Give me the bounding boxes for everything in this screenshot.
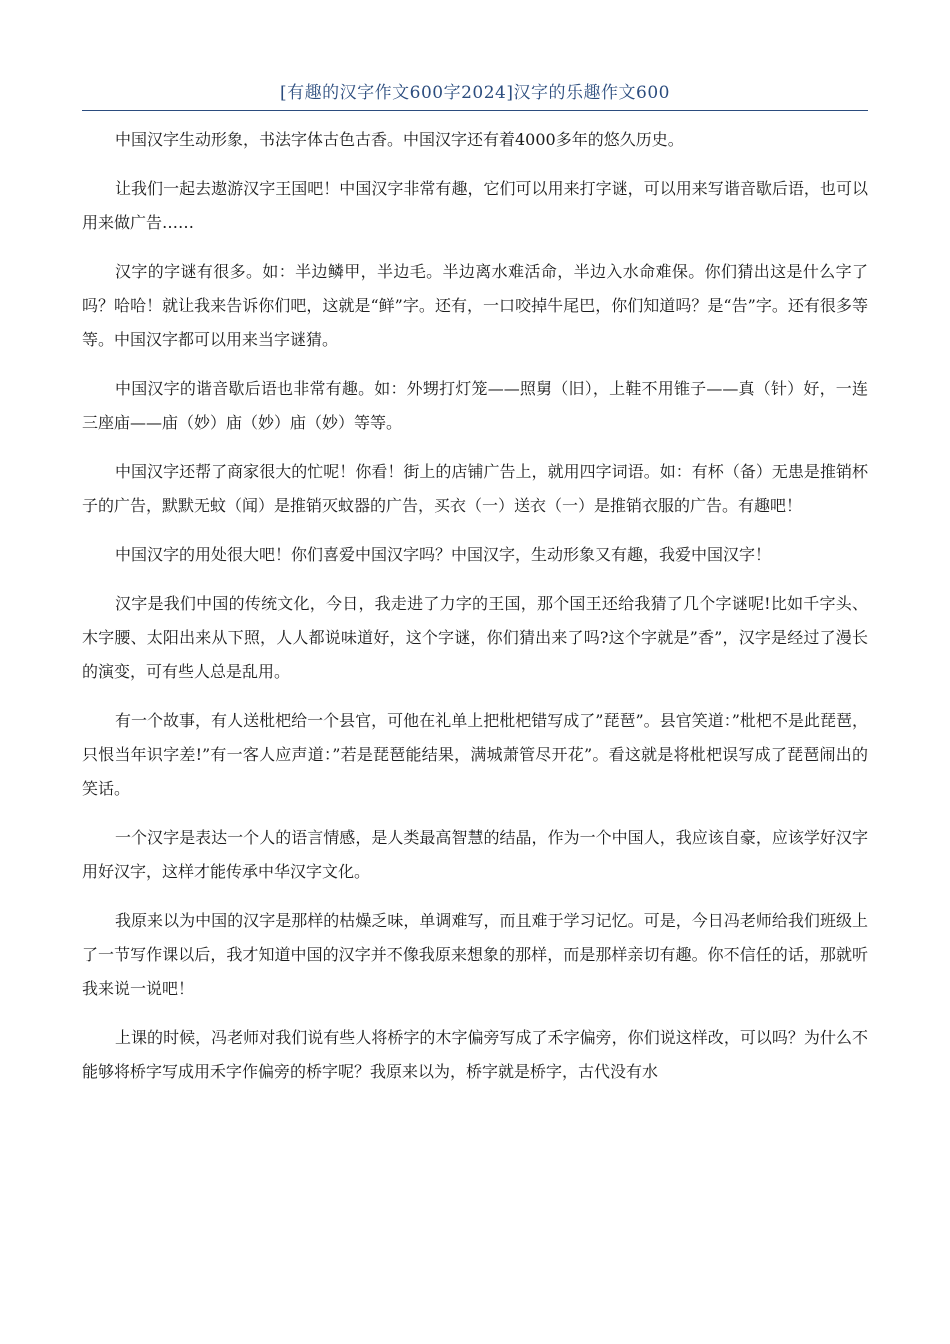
paragraph-5: 中国汉字还帮了商家很大的忙呢！你看！街上的店铺广告上，就用四字词语。如：有杯（备）无患是推销杯子的广告，默默无蚊（闻）是推销灭蚊器的广告，买衣（一）送衣（一）是推销衣服的广告。有趣吧！ bbox=[82, 462, 868, 515]
document-header bbox=[82, 80, 868, 111]
document-page bbox=[82, 0, 868, 1344]
paragraph-11: 上课的时候，冯老师对我们说有些人将桥字的木字偏旁写成了禾字偏旁，你们说这样改，可以吗？为什么不能够将桥字写成用禾字作偏旁的桥字呢？我原来以为，桥字就是桥字，古代没有水 bbox=[82, 1028, 868, 1081]
paragraph-3: 汉字的字谜有很多。如：半边鳞甲，半边毛。半边离水难活命，半边入水命难保。你们猜出这是什么字了吗？哈哈！就让我来告诉你们吧，这就是“鲜”字。还有，一口咬掉牛尾巴，你们知道吗？是“告”字。还有很多等等。中国汉字都可以用来当字谜猜。 bbox=[82, 262, 868, 349]
paragraph-10: 我原来以为中国的汉字是那样的枯燥乏味，单调难写，而且难于学习记忆。可是，今日冯老师给我们班级上了一节写作课以后，我才知道中国的汉字并不像我原来想象的那样，而是那样亲切有趣。你不信任的话，那就听我来说一说吧！ bbox=[82, 911, 868, 998]
article-body bbox=[82, 123, 868, 1104]
paragraph-6: 中国汉字的用处很大吧！你们喜爱中国汉字吗？中国汉字，生动形象又有趣，我爱中国汉字！ bbox=[115, 545, 772, 564]
document-title: [有趣的汉字作文600字2024]汉字的乐趣作文600 bbox=[280, 83, 670, 103]
paragraph-7: 汉字是我们中国的传统文化，今日，我走进了力字的王国，那个国王还给我猜了几个字谜呢!比如千字头、木字腰、太阳出来从下照，人人都说味道好，这个字谜，你们猜出来了吗?这个字就是”香”，汉字是经过了漫长的演变，可有些人总是乱用。 bbox=[82, 594, 868, 681]
paragraph-9: 一个汉字是表达一个人的语言情感，是人类最高智慧的结晶，作为一个中国人，我应该自豪，应该学好汉字用好汉字，这样才能传承中华汉字文化。 bbox=[82, 828, 868, 881]
paragraph-4: 中国汉字的谐音歇后语也非常有趣。如：外甥打灯笼——照舅（旧），上鞋不用锥子——真（针）好，一连三座庙——庙（妙）庙（妙）庙（妙）等等。 bbox=[82, 379, 868, 432]
paragraph-2: 让我们一起去遨游汉字王国吧！中国汉字非常有趣，它们可以用来打字谜，可以用来写谐音歇后语，也可以用来做广告…… bbox=[82, 179, 868, 232]
paragraph-1: 中国汉字生动形象，书法字体古色古香。中国汉字还有着4000多年的悠久历史。 bbox=[115, 130, 684, 149]
paragraph-8: 有一个故事，有人送枇杷给一个县官，可他在礼单上把枇杷错写成了”琵琶”。县官笑道：”枇杷不是此琵琶，只恨当年识字差!”有一客人应声道：”若是琵琶能结果，满城萧管尽开花”。看这就是将枇杷误写成了琵琶闹出的笑话。 bbox=[82, 711, 868, 798]
